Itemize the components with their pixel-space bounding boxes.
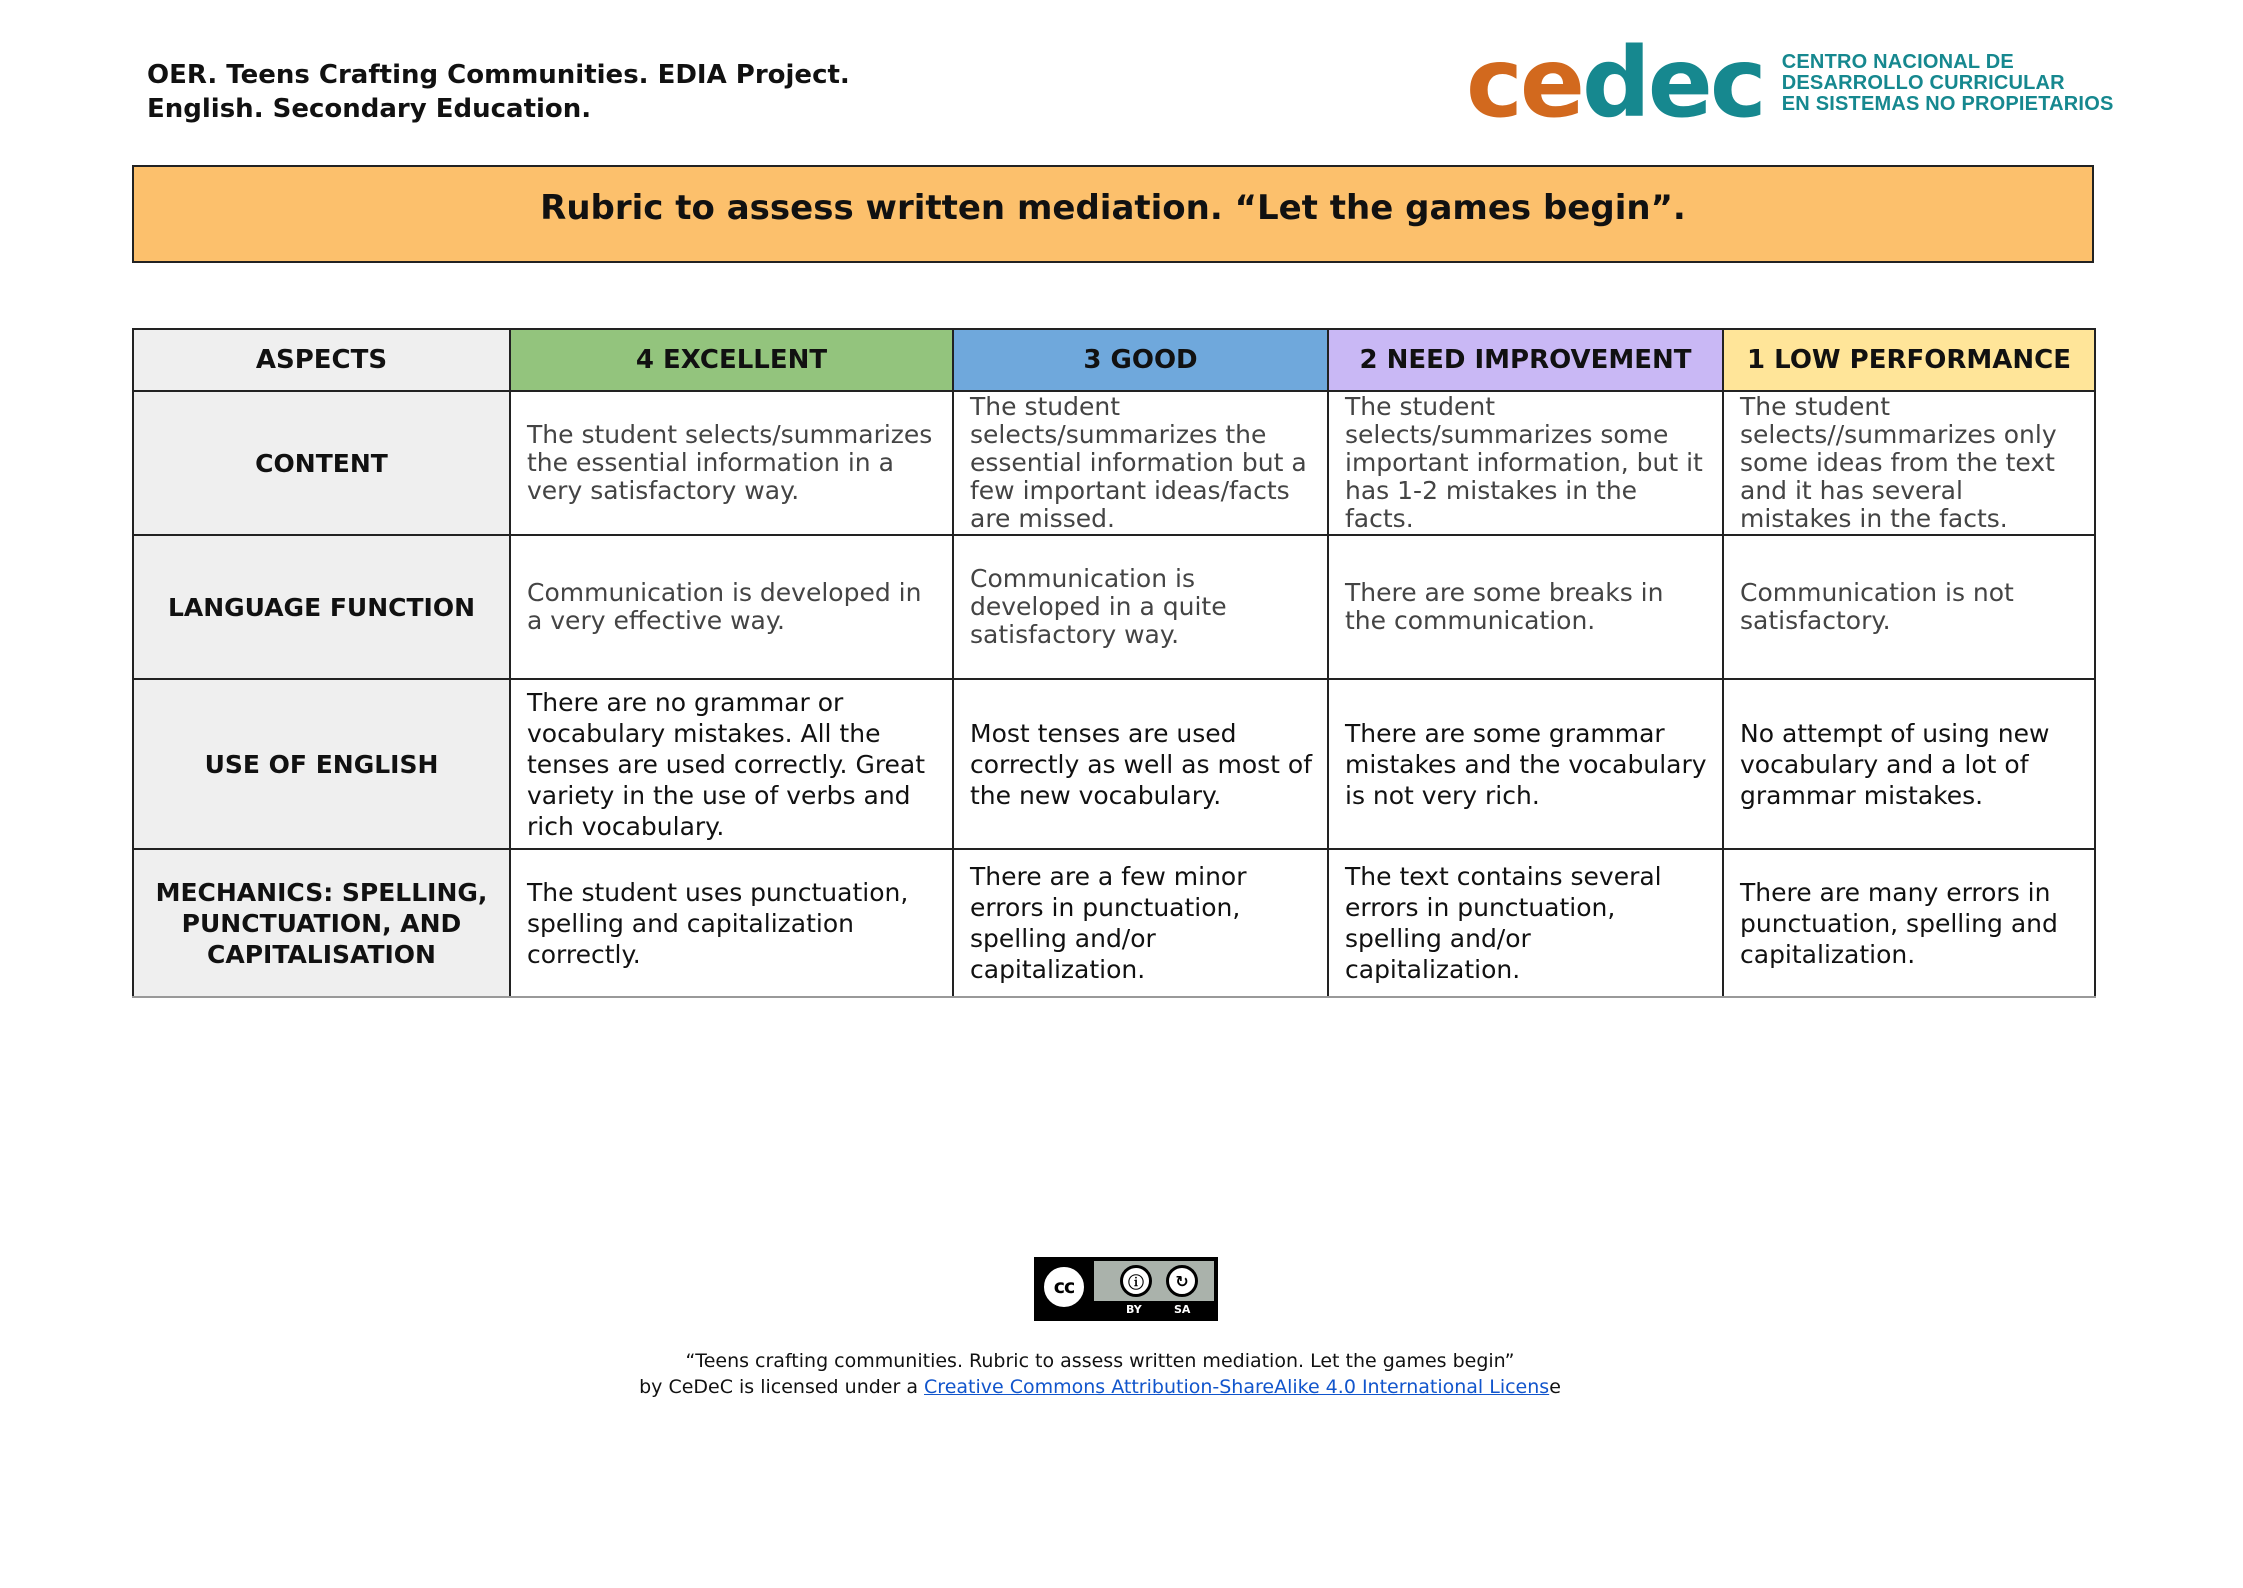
badge-by-label: BY xyxy=(1126,1303,1142,1316)
cell-language-low-performance: Communication is not satisfactory. xyxy=(1723,535,2095,679)
cell-use-need-improvement: There are some grammar mistakes and the vocabulary is not very rich. xyxy=(1328,679,1723,849)
aspect-content: CONTENT xyxy=(133,391,510,535)
rubric-table xyxy=(132,328,2096,998)
license-line-2: by CeDeC is licensed under a Creative Commons Attribution-ShareAlike 4.0 International License xyxy=(639,1376,1561,1398)
cell-language-excellent: Communication is developed in a very effective way. xyxy=(510,535,953,679)
cedec-logo-subtitle: CENTRO NACIONAL DE DESARROLLO CURRICULAR EN SISTEMAS NO PROPIETARIOS xyxy=(1781,50,2114,115)
header-low-performance: 1 LOW PERFORMANCE xyxy=(1723,329,2095,391)
rubric-header-row xyxy=(133,329,2095,391)
aspect-language-function: LANGUAGE FUNCTION xyxy=(133,535,510,679)
cell-use-excellent: There are no grammar or vocabulary mistakes. All the tenses are used correctly. Great variety in the use of verbs and rich vocabulary. xyxy=(510,679,953,849)
table-row xyxy=(133,679,2095,849)
license-link[interactable]: Creative Commons Attribution-ShareAlike 4.0 International Licens xyxy=(924,1376,1550,1398)
cell-mechanics-need-improvement: The text contains several errors in punctuation, spelling and/or capitalization. xyxy=(1328,849,1723,997)
page-title: Rubric to assess written mediation. “Let the games begin”. xyxy=(540,188,1686,228)
cell-content-need-improvement: The student selects/summarizes some important information, but it has 1-2 mistakes in the facts. xyxy=(1328,391,1723,535)
header-line-1: OER. Teens Crafting Communities. EDIA Project. xyxy=(147,60,850,90)
header-aspects: ASPECTS xyxy=(133,329,510,391)
title-banner xyxy=(132,165,2094,263)
aspect-use-of-english: USE OF ENGLISH xyxy=(133,679,510,849)
document-header xyxy=(147,58,850,126)
table-row xyxy=(133,849,2095,997)
header-line-2: English. Secondary Education. xyxy=(147,94,592,124)
header-good: 3 GOOD xyxy=(953,329,1328,391)
cc-icon: cc xyxy=(1040,1263,1088,1311)
cell-use-good: Most tenses are used correctly as well as most of the new vocabulary. xyxy=(953,679,1328,849)
aspect-mechanics: MECHANICS: SPELLING, PUNCTUATION, AND CAPITALISATION xyxy=(133,849,510,997)
table-row xyxy=(133,535,2095,679)
cell-mechanics-excellent: The student uses punctuation, spelling and capitalization correctly. xyxy=(510,849,953,997)
cell-language-good: Communication is developed in a quite satisfactory way. xyxy=(953,535,1328,679)
cell-content-low-performance: The student selects//summarizes only some ideas from the text and it has several mistakes in the facts. xyxy=(1723,391,2095,535)
attribution-icon: ⓘ xyxy=(1120,1265,1152,1297)
cedec-logo-word: cedec xyxy=(1466,27,1764,139)
cell-language-need-improvement: There are some breaks in the communication. xyxy=(1328,535,1723,679)
table-row xyxy=(133,391,2095,535)
cell-content-excellent: The student selects/summarizes the essential information in a very satisfactory way. xyxy=(510,391,953,535)
cedec-logo xyxy=(1466,27,2114,139)
cell-use-low-performance: No attempt of using new vocabulary and a lot of grammar mistakes. xyxy=(1723,679,2095,849)
license-line-1: “Teens crafting communities. Rubric to assess written mediation. Let the games begin” xyxy=(685,1350,1515,1372)
share-alike-icon: ↻ xyxy=(1166,1265,1198,1297)
header-excellent: 4 EXCELLENT xyxy=(510,329,953,391)
cell-mechanics-low-performance: There are many errors in punctuation, spelling and capitalization. xyxy=(1723,849,2095,997)
cell-content-good: The student selects/summarizes the essential information but a few important ideas/facts are missed. xyxy=(953,391,1328,535)
header-need-improvement: 2 NEED IMPROVEMENT xyxy=(1328,329,1723,391)
cell-mechanics-good: There are a few minor errors in punctuation, spelling and/or capitalization. xyxy=(953,849,1328,997)
badge-sa-label: SA xyxy=(1174,1303,1191,1316)
cc-by-sa-badge[interactable] xyxy=(1034,1257,1218,1321)
license-notice xyxy=(600,1348,1600,1400)
